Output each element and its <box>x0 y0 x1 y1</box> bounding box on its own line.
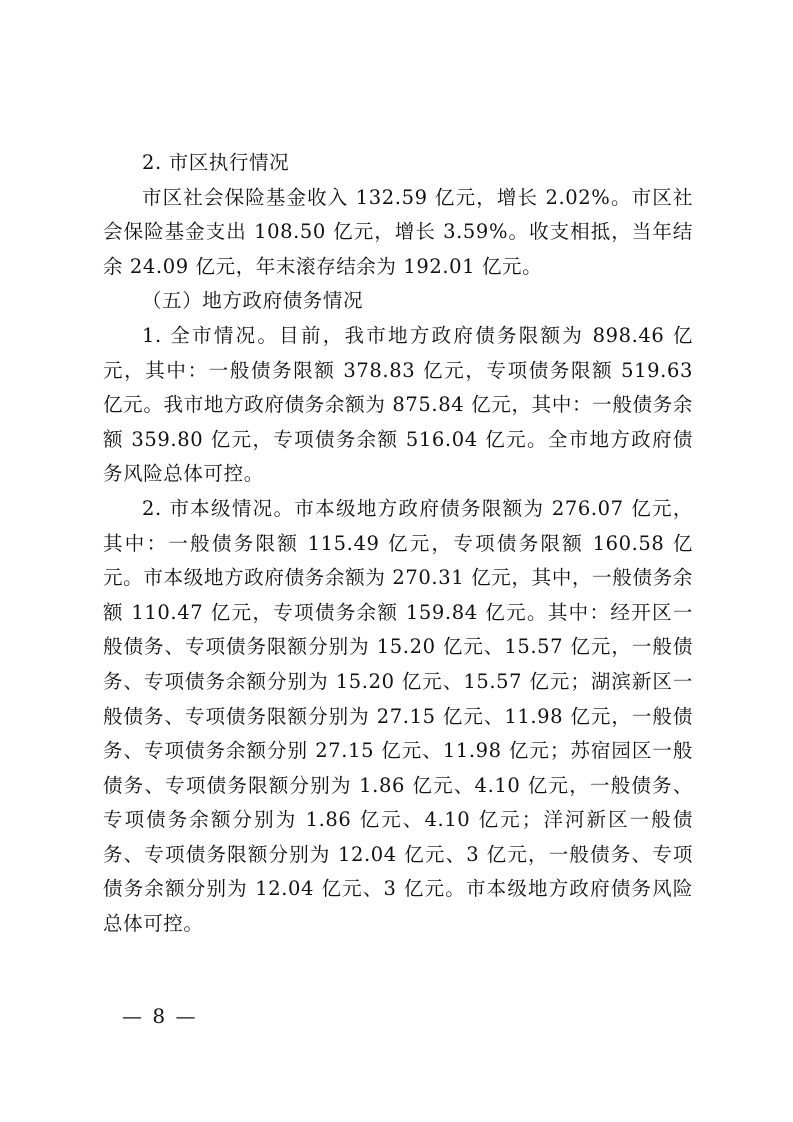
document-body <box>103 146 693 942</box>
paragraph-social-insurance-fund: 市区社会保险基金收入 132.59 亿元，增长 2.02%。市区社会保险基金支出 108.50 亿元，增长 3.59%。收支相抵，当年结余 24.09 亿元，年末滚存结余为 192.01 亿元。 <box>103 185 693 278</box>
paragraph-citywide-debt: 1. 全市情况。目前，我市地方政府债务限额为 898.46 亿元，其中：一般债务限额 378.83 亿元，专项债务限额 519.63 亿元。我市地方政府债务余额为 875.84 亿元，其中：一般债务余额 359.80 亿元，专项债务余额 516.04 亿元。全市地方政府债务风险总体可控。 <box>103 323 693 486</box>
page-number: — 8 — <box>122 1004 198 1028</box>
section-heading-urban-execution: 2. 市区执行情况 <box>142 151 290 174</box>
section-heading-local-gov-debt: （五）地方政府债务情况 <box>142 289 364 313</box>
paragraph-city-level-debt: 2. 市本级情况。市本级地方政府债务限额为 276.07 亿元，其中：一般债务限额 115.49 亿元，专项债务限额 160.58 亿元。市本级地方政府债务余额为 270.31 亿元，其中，一般债务余额 110.47 亿元，专项债务余额 159.84 亿元。其中：经开区一般债务、专项债务限额分别为 15.20 亿元、15.57 亿元，一般债务、专项债务余额分别为 15.20 亿元、15.57 亿元；湖滨新区一般债务、专项债务限额分别为 27.15 亿元、11.98 亿元，一般债务、专项债务余额分别 27.15 亿元、11.98 亿元；苏宿园区一般债务、专项债务限额分别为 1.86 亿元、4.10 亿元，一般债务、专项债务余额分别为 1.86 亿元、4.10 亿元；洋河新区一般债务、专项债务限额分别为 12.04 亿元、3 亿元，一般债务、专项债务余额分别为 12.04 亿元、3 亿元。市本级地方政府债务风险总体可控。 <box>103 496 693 936</box>
